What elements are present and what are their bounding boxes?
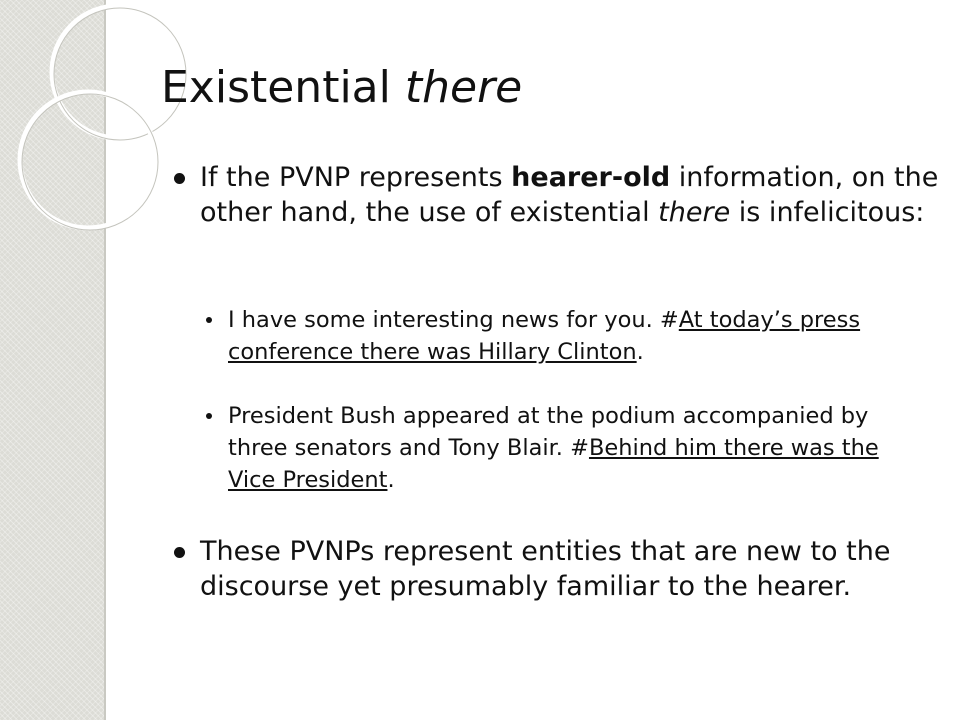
- bullet-new-entities: [200, 534, 940, 604]
- bullet-text-pre: If the PVNP represents: [200, 162, 512, 193]
- example-vice-president: [228, 400, 928, 496]
- title-italic: there: [404, 62, 523, 113]
- example-text-post: .: [387, 467, 395, 493]
- bullet-dot-icon: [174, 547, 185, 558]
- example-hillary-clinton: [228, 304, 928, 368]
- example-text-post: .: [636, 339, 644, 365]
- sub-bullet-dot-icon: [206, 413, 212, 419]
- bullet-text-italic: there: [658, 197, 731, 228]
- example-text-pre: President Bush appeared at the podium accompanied by three senators and Tony Blair. #: [228, 403, 869, 461]
- example-underlined: At today’s press conference there was Hillary Clinton: [228, 307, 861, 365]
- bullet-text-mid: information, on the other hand, the use of existential: [200, 162, 939, 228]
- slide-title: [161, 62, 522, 113]
- example-text-pre: I have some interesting news for you. #: [228, 307, 679, 333]
- bullet-text-post: is infelicitous:: [730, 197, 925, 228]
- title-main: Existential: [161, 62, 405, 113]
- bullet-dot-icon: [174, 173, 185, 184]
- bullet-text-bold: hearer-old: [511, 162, 671, 193]
- example-underlined: Behind him there was the Vice President: [228, 435, 879, 493]
- bullet-text: These PVNPs represent entities that are new to the discourse yet presumably familiar to the hearer.: [200, 536, 891, 602]
- sub-bullet-dot-icon: [206, 317, 212, 323]
- bullet-hearer-old: [200, 160, 940, 230]
